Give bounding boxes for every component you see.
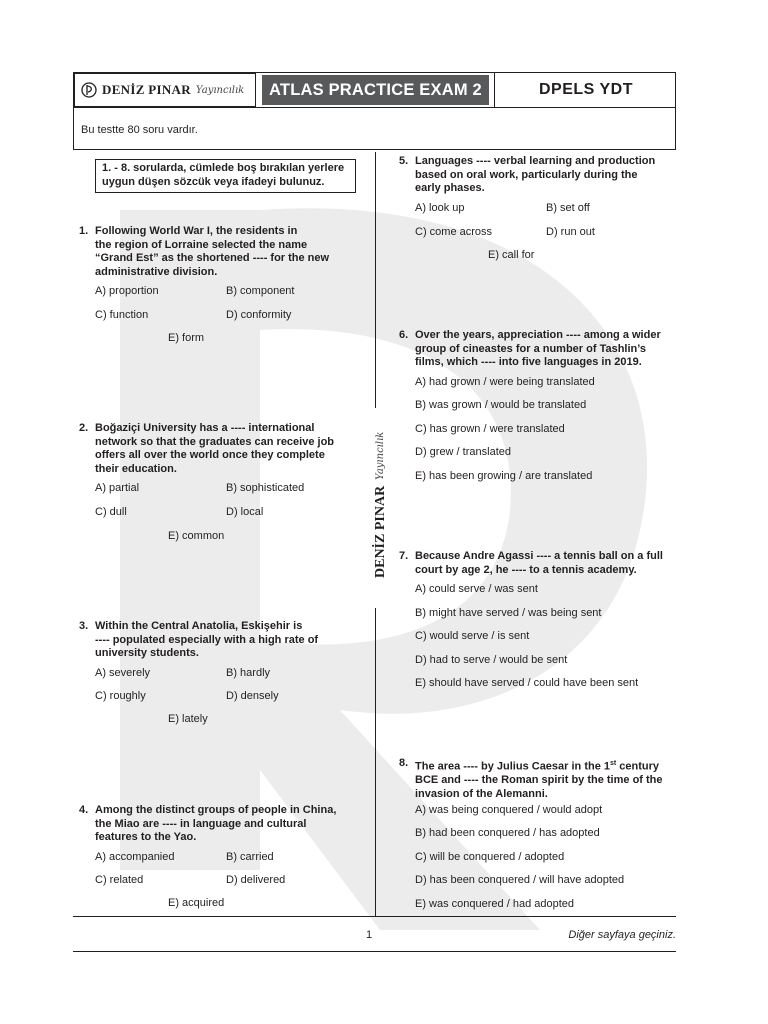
- option-a[interactable]: A) look up: [415, 202, 465, 214]
- option-a[interactable]: A) had grown / were being translated: [415, 376, 595, 388]
- question-number: 5.: [399, 155, 409, 167]
- option-d[interactable]: D) local: [226, 506, 264, 518]
- question-stem: The area ---- by Julius Caesar in the 1st century BCE and ---- the Roman spirit by the time of the invasion of the Alemanni.: [415, 760, 663, 800]
- header-divider: [74, 107, 675, 108]
- option-a[interactable]: A) accompanied: [95, 851, 175, 863]
- option-d[interactable]: D) densely: [226, 690, 279, 702]
- option-a[interactable]: A) was being conquered / would adopt: [415, 804, 603, 816]
- option-b[interactable]: B) had been conquered / has adopted: [415, 827, 600, 839]
- exam-title: ATLAS PRACTICE EXAM 2: [262, 75, 489, 105]
- question-number: 1.: [79, 225, 89, 237]
- option-b[interactable]: B) component: [226, 285, 295, 297]
- option-c[interactable]: C) would serve / is sent: [415, 630, 530, 642]
- option-a[interactable]: A) severely: [95, 667, 151, 679]
- question-6: [399, 329, 675, 482]
- option-b[interactable]: B) set off: [546, 202, 590, 214]
- option-a[interactable]: A) partial: [95, 482, 140, 494]
- option-c[interactable]: C) dull: [95, 506, 127, 518]
- option-c[interactable]: C) roughly: [95, 690, 146, 702]
- footer-divider-top: [73, 916, 676, 917]
- question-2: [79, 422, 365, 542]
- exam-code: DPELS YDT: [494, 73, 677, 107]
- question-5: [399, 155, 675, 261]
- question-stem: Because Andre Agassi ---- a tennis ball on a full court by age 2, he ---- to a tennis academy.: [415, 550, 663, 576]
- option-d[interactable]: D) grew / translated: [415, 446, 511, 458]
- question-stem: Among the distinct groups of people in China, the Miao are ---- in language and cultural features to the Yao.: [95, 804, 337, 843]
- question-3: [79, 620, 365, 725]
- option-e[interactable]: E) form: [168, 332, 205, 344]
- question-stem: Languages ---- verbal learning and production based on oral work, particularly during the early phases.: [415, 155, 656, 194]
- question-number: 2.: [79, 422, 89, 434]
- page-number: 1: [366, 929, 373, 941]
- option-c[interactable]: C) function: [95, 309, 149, 321]
- question-1: [79, 225, 365, 344]
- question-stem: Within the Central Anatolia, Eskişehir is ---- populated especially with a high rate of university students.: [95, 620, 319, 659]
- option-b[interactable]: B) might have served / was being sent: [415, 607, 602, 619]
- question-number: 4.: [79, 804, 89, 816]
- question-number: 6.: [399, 329, 409, 341]
- publisher-logo: [74, 73, 256, 107]
- option-d[interactable]: D) run out: [546, 226, 595, 238]
- instruction-box: 1. - 8. sorularda, cümlede boş bırakılan yerlere uygun düşen sözcük veya ifadeyi bulunuz.: [95, 159, 356, 193]
- option-b[interactable]: B) was grown / would be translated: [415, 399, 587, 411]
- question-number: 3.: [79, 620, 89, 632]
- option-b[interactable]: B) sophisticated: [226, 482, 305, 494]
- question-stem: Following World War I, the residents in the region of Lorraine selected the name “Grand Est” as the shortened ---- for the new administrative division.: [95, 225, 330, 278]
- option-d[interactable]: D) delivered: [226, 874, 286, 886]
- vertical-brand-name: DENİZ PINAR: [373, 485, 388, 578]
- option-c[interactable]: C) has grown / were translated: [415, 423, 565, 435]
- option-e[interactable]: E) common: [168, 530, 225, 542]
- question-4: [79, 804, 365, 909]
- option-e[interactable]: E) acquired: [168, 897, 225, 909]
- option-d[interactable]: D) conformity: [226, 309, 292, 321]
- option-b[interactable]: B) hardly: [226, 667, 271, 679]
- option-b[interactable]: B) carried: [226, 851, 274, 863]
- option-e[interactable]: E) has been growing / are translated: [415, 470, 593, 482]
- option-c[interactable]: C) related: [95, 874, 144, 886]
- option-e[interactable]: E) should have served / could have been sent: [415, 677, 639, 689]
- exam-header: [73, 72, 676, 150]
- question-8: [399, 757, 680, 910]
- option-e[interactable]: E) lately: [168, 713, 208, 725]
- question-7: [399, 550, 680, 689]
- question-stem: Over the years, appreciation ---- among a wider group of cineastes for a number of Tashlin’s films, which ---- into five languages in 2019.: [415, 329, 661, 368]
- footer-divider-bottom: [73, 951, 676, 952]
- brand-script: Yayıncılık: [195, 84, 245, 96]
- vertical-brand-script: Yayıncılık: [375, 431, 386, 480]
- option-e[interactable]: E) was conquered / had adopted: [415, 898, 575, 910]
- brand-name: DENİZ PINAR: [102, 82, 191, 97]
- option-c[interactable]: C) will be conquered / adopted: [415, 851, 565, 863]
- question-number: 8.: [399, 757, 409, 769]
- next-page-note: Diğer sayfaya geçiniz.: [568, 929, 676, 941]
- option-a[interactable]: A) could serve / was sent: [415, 583, 538, 595]
- option-a[interactable]: A) proportion: [95, 285, 159, 297]
- publisher-logo-icon: [81, 82, 97, 98]
- option-d[interactable]: D) had to serve / would be sent: [415, 654, 568, 666]
- option-c[interactable]: C) come across: [415, 226, 493, 238]
- question-stem: Boğaziçi University has a ---- international network so that the graduates can receive job offers all over the world once they complete their education.: [95, 422, 335, 475]
- option-d[interactable]: D) has been conquered / will have adopted: [415, 874, 625, 886]
- question-number: 7.: [399, 550, 409, 562]
- question-count-note: Bu testte 80 soru vardır.: [81, 124, 198, 136]
- option-e[interactable]: E) call for: [488, 249, 535, 261]
